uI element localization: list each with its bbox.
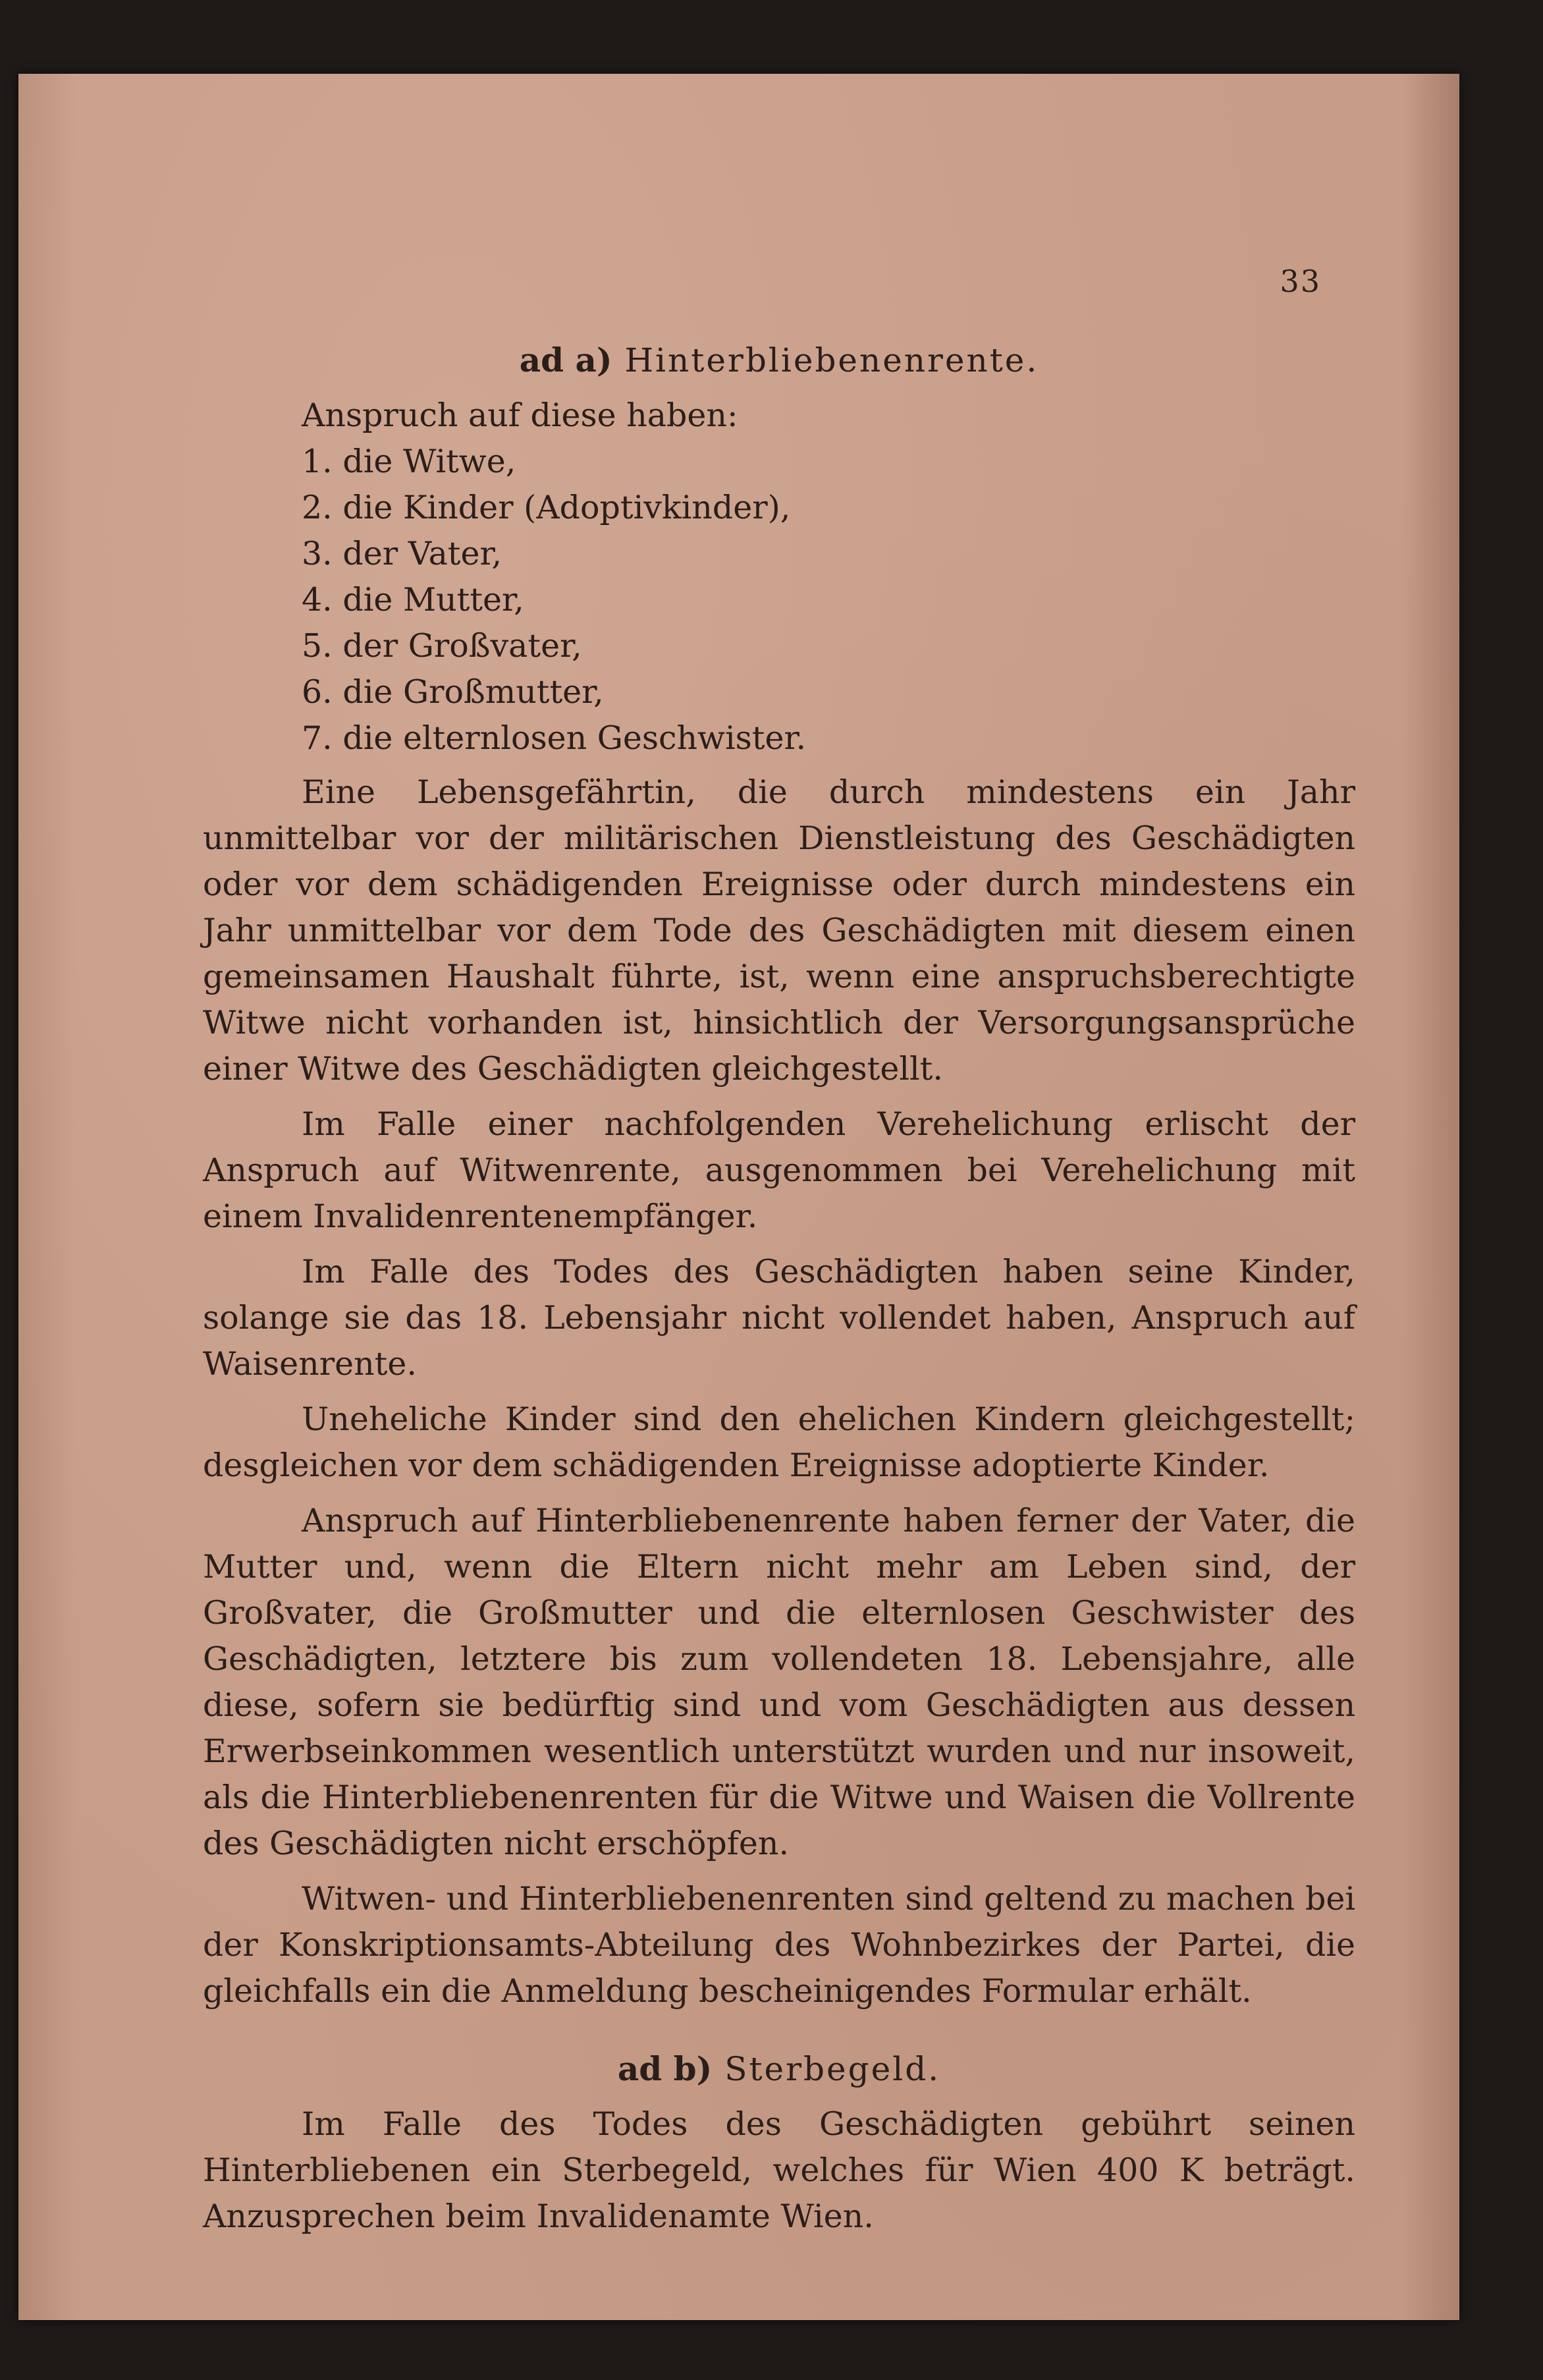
section-b-heading: [203, 2046, 1355, 2092]
section-a-heading: [203, 337, 1355, 383]
paragraph-life-partner: Eine Lebensgefährtin, die durch mindestens ein Jahr unmittelbar vor der militärischen Dienstleistung des Geschädigten oder vor dem schädigenden Ereignisse oder durch mindestens ein Jahr unmittelbar vor dem Tode des Geschädigten mit diesem einen gemeinsamen Haushalt führte, ist, wenn eine anspruchsberechtigte Witwe nicht vorhanden ist, hinsichtlich der Versorgungsansprüche einer Witwe des Geschädigten gleichgestellt.: [203, 773, 1355, 1088]
list-item: 3. der Vater,: [302, 535, 502, 572]
section-b-title: Sterbegeld.: [724, 2050, 941, 2088]
section-a-label: ad a): [519, 341, 612, 379]
paragraph-death-benefit: Im Falle des Todes des Geschädigten gebührt seinen Hinterbliebenen ein Sterbegeld, welches für Wien 400 K beträgt. Anzusprechen beim Invalidenamte Wien.: [203, 2105, 1355, 2235]
page-number: 33: [1280, 263, 1321, 299]
page-content: [203, 337, 1355, 2240]
section-a-title: Hinterbliebenenrente.: [624, 341, 1039, 379]
paragraph-orphans: Im Falle des Todes des Geschädigten haben seine Kinder, solange sie das 18. Lebensjahr nicht vollendet haben, Anspruch auf Waisenrente.: [203, 1253, 1355, 1383]
section-a-intro: Anspruch auf diese haben:: [302, 397, 738, 434]
paragraph-remarriage: Im Falle einer nachfolgenden Verehelichung erlischt der Anspruch auf Witwenrente, ausgenommen bei Verehelichung mit einem Invalidenrentenempfänger.: [203, 1105, 1355, 1235]
book-page: [18, 74, 1459, 2320]
list-item: 1. die Witwe,: [302, 443, 516, 480]
paragraph-application: Witwen- und Hinterbliebenenrenten sind geltend zu machen bei der Konskriptionsamts-Abteilung des Wohnbezirkes der Partei, die gleichfalls ein die Anmeldung bescheinigendes Formular erhält.: [203, 1880, 1355, 2010]
list-item: 4. die Mutter,: [302, 581, 524, 619]
paragraph-illegitimate-children: Uneheliche Kinder sind den ehelichen Kindern gleichgestellt; desgleichen vor dem schädigenden Ereignisse adoptierte Kinder.: [203, 1400, 1355, 1484]
list-item: 2. die Kinder (Adoptivkinder),: [302, 489, 791, 526]
paragraph-other-relatives: Anspruch auf Hinterbliebenenrente haben ferner der Vater, die Mutter und, wenn die Eltern nicht mehr am Leben sind, der Großvater, die Großmutter und die elternlosen Geschwister des Geschädigten, letztere bis zum vollendeten 18. Lebensjahre, alle diese, sofern sie bedürftig sind und vom Geschädigten aus dessen Erwerbseinkommen wesentlich unterstützt wurden und nur insoweit, als die Hinterbliebenenrenten für die Witwe und Waisen die Vollrente des Geschädigten nicht erschöpfen.: [203, 1502, 1355, 1862]
section-b-label: ad b): [617, 2049, 713, 2088]
list-item: 6. die Großmutter,: [302, 673, 604, 711]
list-item: 5. der Großvater,: [302, 627, 582, 665]
list-item: 7. die elternlosen Geschwister.: [302, 719, 807, 757]
eligible-persons-list: [302, 439, 1355, 761]
